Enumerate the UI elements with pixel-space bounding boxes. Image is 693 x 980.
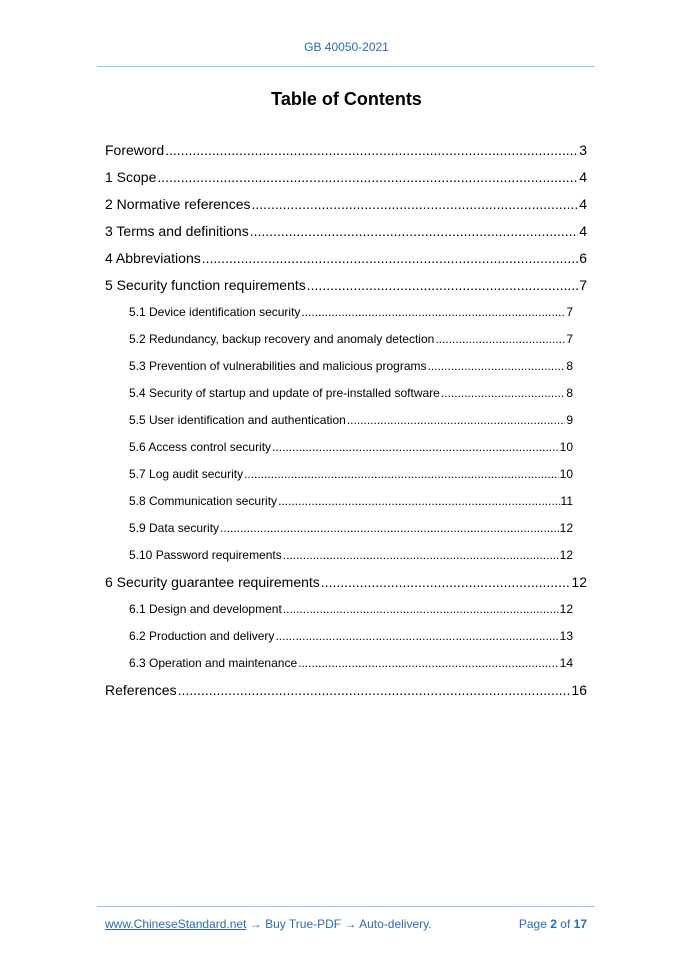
toc-entry[interactable] (105, 353, 587, 380)
toc-entry-page: 7 (579, 277, 587, 293)
toc-entry-label: 5.7 Log audit security (129, 467, 244, 481)
toc-entry-label: 1 Scope (105, 169, 157, 185)
footer-divider (97, 906, 595, 907)
toc-entry[interactable] (105, 218, 587, 245)
toc-entry-page: 3 (579, 142, 587, 158)
site-link[interactable]: www.ChineseStandard.net (105, 917, 247, 931)
toc-dot-leader (321, 569, 571, 596)
toc-entry-label: 5.2 Redundancy, backup recovery and anomaly detection (129, 332, 435, 346)
toc-entry-page: 8 (566, 386, 573, 400)
toc-entry-page: 7 (566, 332, 573, 346)
toc-entry-label: 2 Normative references (105, 196, 251, 212)
page-word: Page (518, 917, 547, 931)
toc-entry[interactable] (105, 380, 587, 407)
toc-entry[interactable] (105, 569, 587, 596)
page-indicator (519, 917, 587, 931)
toc-dot-leader (272, 434, 559, 461)
toc-dot-leader (298, 650, 559, 677)
toc-entry[interactable] (105, 299, 587, 326)
toc-entry-page: 16 (571, 682, 587, 698)
toc-dot-leader (250, 218, 578, 245)
toc-entry-page: 11 (560, 494, 573, 508)
toc-dot-leader (435, 326, 565, 353)
toc-entry[interactable] (105, 191, 587, 218)
toc-dot-leader (275, 623, 558, 650)
toc-entry-page: 12 (559, 548, 573, 562)
toc-entry-label: 5 Security function requirements (105, 277, 306, 293)
toc-dot-leader (252, 191, 579, 218)
toc-entry[interactable] (105, 434, 587, 461)
toc-entry[interactable] (105, 650, 587, 677)
toc-dot-leader (202, 245, 578, 272)
toc-entry-label: 5.4 Security of startup and update of pre-installed software (129, 386, 440, 400)
toc-entry-page: 14 (559, 656, 573, 670)
toc-entry-page: 4 (579, 169, 587, 185)
toc-entry-label: 5.8 Communication security (129, 494, 278, 508)
toc-dot-leader (278, 488, 559, 515)
toc-entry-label: 5.5 User identification and authentication (129, 413, 346, 427)
toc-entry-label: 6.3 Operation and maintenance (129, 656, 298, 670)
toc-entry[interactable] (105, 677, 587, 704)
toc-entry[interactable] (105, 488, 587, 515)
toc-entry[interactable] (105, 623, 587, 650)
toc-dot-leader (283, 596, 559, 623)
toc-dot-leader (347, 407, 566, 434)
toc-entry-label: References (105, 682, 177, 698)
toc-dot-leader (178, 677, 571, 704)
page-title: Table of Contents (271, 89, 422, 109)
toc-entry[interactable] (105, 326, 587, 353)
toc-entry[interactable] (105, 272, 587, 299)
toc-entry[interactable] (105, 164, 587, 191)
toc-entry-label: 3 Terms and definitions (105, 223, 249, 239)
promo-text: → Buy True-PDF → Auto-delivery. (246, 917, 432, 931)
table-of-contents (105, 137, 587, 704)
page-footer (105, 917, 587, 931)
toc-entry-label: 5.10 Password requirements (129, 548, 282, 562)
toc-entry-label: 5.6 Access control security (129, 440, 272, 454)
toc-entry-page: 10 (559, 467, 573, 481)
toc-entry-page: 6 (579, 250, 587, 266)
toc-entry-label: 5.9 Data security (129, 521, 220, 535)
toc-entry-page: 9 (566, 413, 573, 427)
toc-entry[interactable] (105, 542, 587, 569)
toc-entry[interactable] (105, 515, 587, 542)
toc-entry-page: 12 (559, 521, 573, 535)
running-header: GB 40050-2021 (304, 40, 389, 54)
toc-entry-label: Foreword (105, 142, 165, 158)
toc-dot-leader (441, 380, 565, 407)
toc-entry-page: 10 (559, 440, 573, 454)
toc-entry-label: 6 Security guarantee requirements (105, 574, 320, 590)
page-total: 17 (573, 917, 587, 931)
toc-dot-leader (301, 299, 565, 326)
toc-entry-page: 13 (559, 629, 573, 643)
toc-entry-page: 12 (571, 574, 587, 590)
page-current: 2 (550, 917, 557, 931)
toc-dot-leader (428, 353, 566, 380)
toc-dot-leader (307, 272, 578, 299)
toc-dot-leader (283, 542, 559, 569)
toc-dot-leader (220, 515, 559, 542)
of-word: of (560, 917, 571, 931)
toc-entry-page: 4 (579, 223, 587, 239)
toc-entry-label: 5.1 Device identification security (129, 305, 301, 319)
toc-entry[interactable] (105, 137, 587, 164)
toc-entry[interactable] (105, 407, 587, 434)
toc-entry-label: 4 Abbreviations (105, 250, 201, 266)
toc-entry-page: 7 (566, 305, 573, 319)
toc-dot-leader (244, 461, 559, 488)
toc-entry[interactable] (105, 596, 587, 623)
footer-promo (105, 917, 432, 931)
toc-dot-leader (157, 164, 578, 191)
toc-entry[interactable] (105, 461, 587, 488)
header-divider (97, 66, 595, 67)
toc-entry-label: 6.1 Design and development (129, 602, 282, 616)
toc-entry-label: 6.2 Production and delivery (129, 629, 275, 643)
toc-entry-page: 12 (559, 602, 573, 616)
toc-entry-page: 8 (566, 359, 573, 373)
toc-dot-leader (165, 137, 578, 164)
toc-entry-page: 4 (579, 196, 587, 212)
toc-entry[interactable] (105, 245, 587, 272)
toc-entry-label: 5.3 Prevention of vulnerabilities and malicious programs (129, 359, 427, 373)
